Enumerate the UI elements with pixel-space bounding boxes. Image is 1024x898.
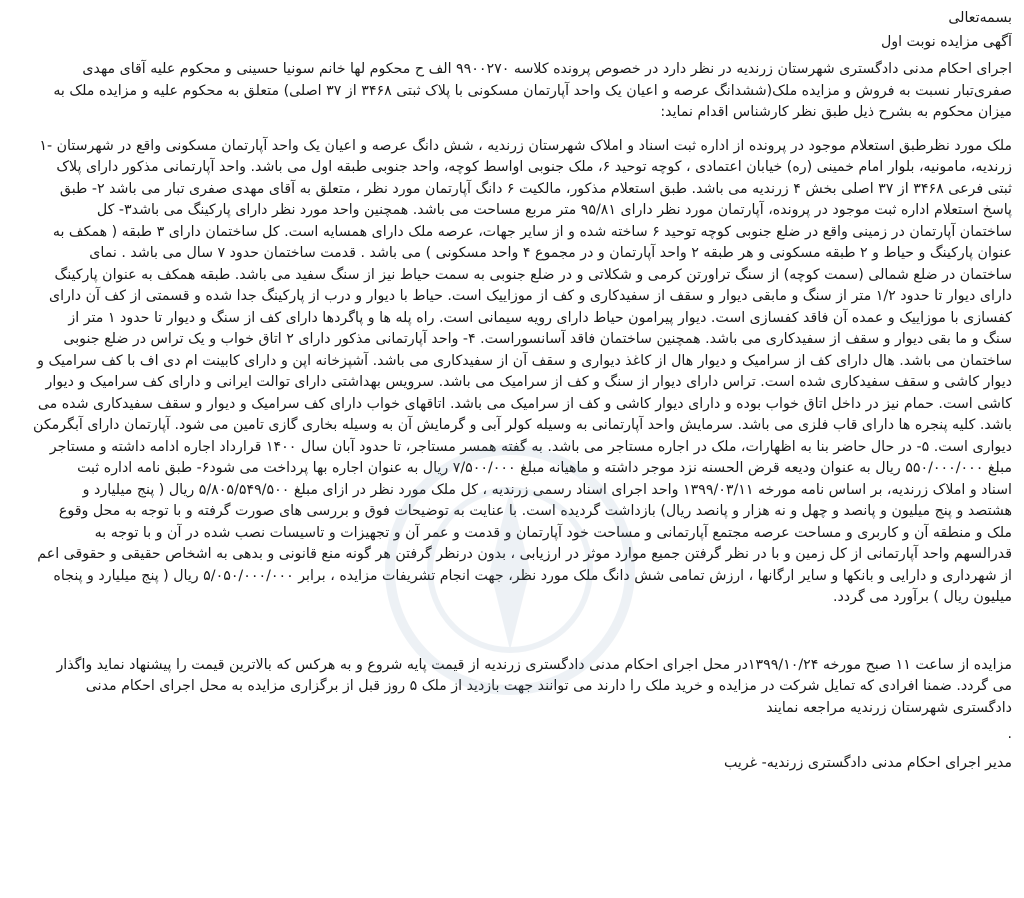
description-line: از شهرداری و دارایی و بانکها و سایر ارگانها ، ارزش تمامی شش دانگ ملک مورد نظر، جهت انجام تشریفات مزایده ، برابر ۵/۰۵۰/۰۰۰/۰۰۰ ریال ( پنج میلیارد و پنجاه [53,567,1012,584]
description-line: زرندیه، مامونیه، بلوار امام خمینی (ره) خیابان اعتمادی ، کوچه توحید ۶، ملک جنوبی اواسط کوچه، واحد جنوبی طبقه اول می باشد. واحد آپارتمانی مذکور دارای پلاک [56,159,1012,175]
description-line: ساختمان آپارتمان در زمینی واقع در ضلع جنوبی کوچه توحید ۶ ساخته شده و از سایر جهات، عرصه ملک دارای همسایه است. کل ساختمان دارای ۳ طبقه ( همکف به [52,223,1012,240]
heading: بسمه‌تعالی [948,10,1012,26]
description-line: اسناد و املاک زرندیه، بر اساس نامه مورخه ۱۳۹۹/۰۳/۱۱ واحد اجرای اسناد رسمی زرندیه ، کل ملک مورد نظر در ازای مبلغ ۵/۸۰۵/۵۴۹/۵۰۰ ریال ( پنج میلیارد و [82,481,1012,498]
description-line: کفسازی با موزاییک و عمده آن فاقد کفسازی است. دیوار پیرامون حیاط دارای رویه سیمانی است. راه پله ها و پاگردها دارای کف از سنگ و دیوار تا حدود ۱ متر از [68,309,1012,326]
description-line: عنوان پارکینگ و حیاط و ۲ طبقه مسکونی و هر طبقه ۲ واحد آپارتمان و در مجموع ۴ واحد مسکونی ) می باشد . قدمت ساختمان حدود ۷ سال می باشد . نمای [89,245,1012,261]
description-line: ساختمان می باشد. هال دارای کف از سرامیک و دیوار هال از کاغذ دیواری و سقف آن از سفیدکاری می باشد. آشپزخانه اپن و دارای کابینت ام دی اف با کف سرامیک و [37,352,1012,369]
notice-title: آگهی مزایده نوبت اول [880,33,1012,50]
description-line: پاسخ استعلام اداره ثبت موجود در پرونده، آپارتمان مورد نظر دارای ۹۵/۸۱ متر مربع مساحت می باشد. همچنین واحد مورد نظر دارای پارکینگ می باشد۳- کل [96,202,1012,218]
intro-paragraph [14,59,1012,124]
description-line: میلیون ریال ) برآورد می گردد. [832,589,1012,605]
description-line: ساختمان در ضلع شمالی (سمت کوچه) از سنگ تراورتن کرمی و شکلاتی و در ضلع جنوبی به سمت حیاط نیز از سنگ سفید می باشد. طبقه همکف به عنوان پارکینگ [54,266,1012,283]
separator-dot: . [1007,726,1012,742]
intro-line: صفری‌تبار نسبت به فروش و مزایده ملک(ششدانگ عرصه و اعیان یک واحد آپارتمان مسکونی با پلاک ثبتی ۳۴۶۸ از ۳۷ اصلی) متعلق به محکوم علیه و مزایده ملک به [53,82,1012,99]
description-line: مبلغ ۵۵۰/۰۰۰/۰۰۰ ریال به عنوان ودیعه قرض الحسنه نزد موجر داشته و ماهیانه مبلغ ۷/۵۰۰/۰۰۰ ریال به عنوان اجاره بها پرداخت می شود۶- طبق نامه اداره ثبت [77,460,1012,476]
description-line: دیوار کاشی و سقف سفیدکاری شده است. تراس دارای دیوار از سنگ و کف از سرامیک می باشد. سرویس بهداشتی دارای توالت ایرانی و دارای کف سرامیک و دیوار [45,374,1012,390]
intro-line: میزان محکوم به بشرح ذیل طبق نظر کارشناس اقدام نماید: [660,104,1012,120]
description-line: ملک و منطقه آن و کاربری و مساحت عرصه مجتمع آپارتمانی و مساحت خود آپارتمان و قدمت و عمر آن و تجهیزات و تاسیسات نصب شده در آن و با توجه به [94,524,1012,541]
description-line: هشتصد و پنج میلیون و پانصد و چهل و نه هزار و پانصد ریال) بازداشت گردیده است. با عنایت به توضیحات فوق و بررسی های صورت گرفته و با توجه به محل وقوع [58,503,1012,519]
intro-line: اجرای احکام مدنی دادگستری شهرستان زرندیه در نظر دارد در خصوص پرونده کلاسه ۹۹۰۰۲۷۰ الف ح محکوم لها خانم سونیا حسینی و محکوم علیه آقای مهدی [82,61,1012,77]
description-line: ثبتی فرعی ۳۴۶۸ از ۳۷ اصلی بخش ۴ زرندیه می باشد. طبق استعلام مذکور، مالکیت ۶ دانگ آپارتمان مورد نظر ، متعلق به آقای مهدی صفری تبار می باشد ۲- طبق [59,180,1012,197]
description-line: دارای دیوار تا حدود ۱/۲ متر از سنگ و مابقی دیوار و سقف از سفیدکاری و کف از موزاییک است. حیاط با دیوار و درب از پارکینگ جدا شده و قسمتی از کف آن دارای [48,288,1012,304]
description-line: قدرالسهم واحد آپارتمانی از کل زمین و با در نظر گرفتن جمیع موارد موثر در ارزیابی ، بدون درنظر گرفتن هر گونه منع قانونی و بدهی به اشخاص حقیقی و حقوقی اعم [37,546,1012,562]
description-line: دیواری است. ۵- در حال حاضر بنا به اظهارات، ملک در اجاره مستاجر می باشد. به گفته همسر مستاجر، تا حدود آبان سال ۱۴۰۰ قرارداد اجاره ادامه داشته و مستاجر [49,438,1012,455]
description-line: سنگ و ما بقی دیوار و سقف از سفیدکاری می باشد. همچنین ساختمان فاقد آسانسوراست. ۴- واحد آپارتمانی مذکور دارای ۲ اتاق خواب و یک تراس در ضلع جنوبی [63,331,1012,347]
description-line: کاشی است. حمام نیز در داخل اتاق خواب بوده و دارای دیوار کاشی و کف از سرامیک می باشد. اتاقهای خواب دارای کف سرامیک و دیوار و سقف سفیدکاری شده می [37,395,1012,412]
auction-line: می گردد. ضمنا افرادی که تمایل شرکت در مزایده و خرید ملک را دارند می توانند جهت بازدید از ملک ۵ روز قبل از برگزاری مزایده به محل اجرای احکام مدنی [85,678,1012,694]
auction-line: دادگستری شهرستان زرندیه مراجعه نمایند [766,699,1012,716]
description-line: باشد. کلیه پنجره ها دارای قاب فلزی می باشد. سرمایش واحد آپارتمانی به وسیله کولر آبی و گرمایش آن به وسیله بخاری گازی تامین می شود. آپارتمان دارای آبگرمکن [33,417,1012,433]
description-line: ملک مورد نظرطبق استعلام موجود در پرونده از اداره ثبت اسناد و املاک شهرستان زرندیه ، شش دانگ عرصه و اعیان یک واحد آپارتمان مسکونی واقع در شهرستان -۱ [39,137,1012,154]
signature: مدیر اجرای احکام مدنی دادگستری زرندیه- غریب [723,755,1012,771]
property-description-paragraph [14,136,1012,609]
auction-details-paragraph [14,655,1012,720]
auction-line: مزایده از ساعت ۱۱ صبح مورخه ۱۳۹۹/۱۰/۲۴در محل اجرای احکام مدنی دادگستری زرندیه از قیمت پایه شروع و به هرکس که بالاترین قیمت را پیشنهاد نماید واگذار [56,656,1012,673]
